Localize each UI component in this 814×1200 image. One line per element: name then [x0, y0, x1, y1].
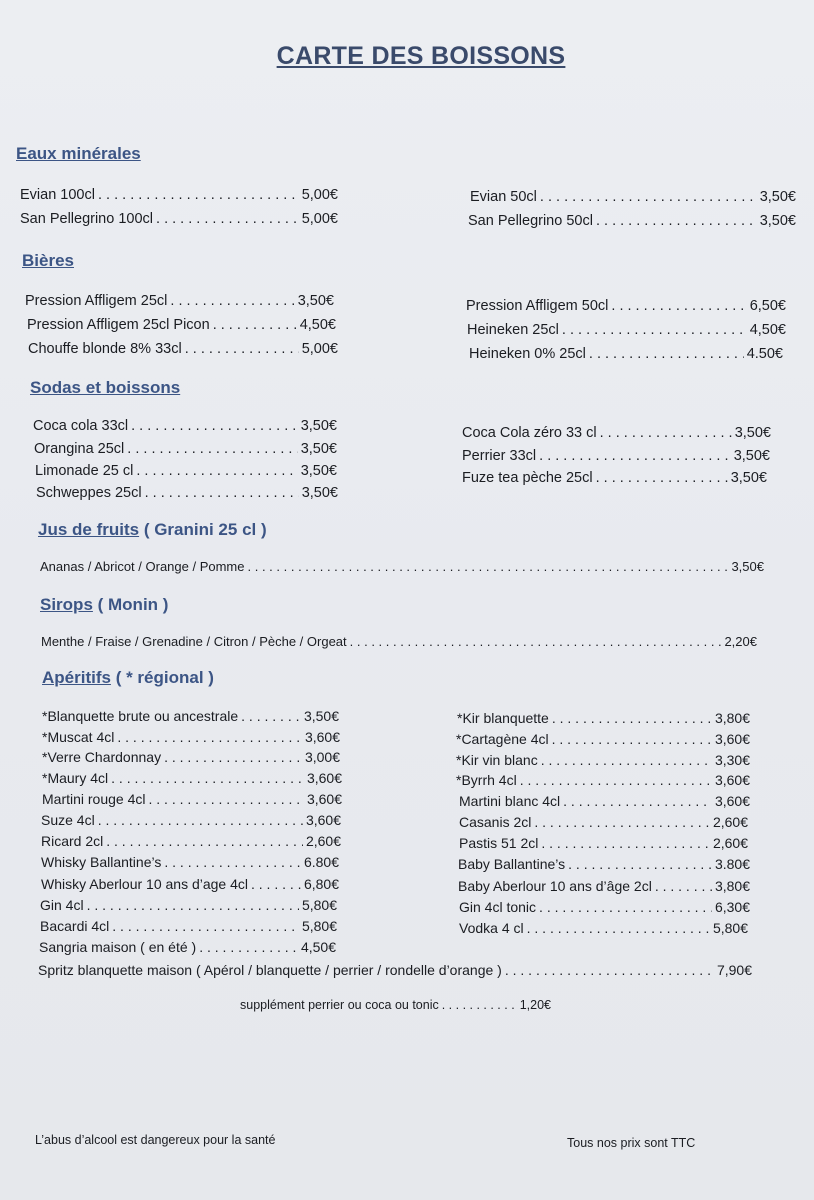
leader-dots — [539, 899, 712, 915]
section-jus-suffix: ( Granini 25 cl ) — [139, 520, 267, 539]
leader-dots — [568, 856, 712, 872]
item-name: Ananas / Abricot / Orange / Pomme — [40, 559, 245, 574]
leader-dots — [98, 812, 303, 828]
item-price: 4,50€ — [749, 322, 786, 338]
item-price: 5,00€ — [301, 211, 338, 227]
menu-item — [456, 752, 750, 768]
item-price: 3,60€ — [714, 772, 750, 788]
item-name: Limonade 25 cl — [35, 463, 134, 479]
item-name: Sangria maison ( en été ) — [39, 939, 197, 955]
item-price: 3,50€ — [759, 213, 796, 229]
leader-dots — [350, 634, 722, 649]
item-name: *Byrrh 4cl — [456, 772, 517, 788]
item-name: Suze 4cl — [41, 812, 95, 828]
item-name: Baby Ballantine’s — [458, 856, 566, 872]
item-name: Coca Cola zéro 33 cl — [462, 425, 597, 441]
item-name: Heineken 25cl — [467, 322, 559, 338]
menu-item — [470, 189, 796, 205]
page-title: CARTE DES BOISSONS — [276, 42, 566, 70]
item-name: Pastis 51 2cl — [459, 835, 539, 851]
leader-dots — [170, 293, 294, 309]
menu-item — [462, 448, 770, 464]
leader-dots — [213, 317, 297, 333]
item-price: 3,60€ — [305, 812, 341, 828]
leader-dots — [156, 211, 299, 227]
leader-dots — [241, 708, 301, 724]
item-name: *Maury 4cl — [42, 770, 109, 786]
menu-item-spritz — [38, 962, 752, 978]
ttc-note: Tous nos prix sont TTC — [567, 1136, 696, 1150]
menu-item — [456, 772, 750, 788]
item-name: *Kir vin blanc — [456, 752, 538, 768]
leader-dots — [611, 298, 746, 314]
item-name: San Pellegrino 100cl — [20, 211, 154, 227]
menu-item — [39, 939, 336, 955]
item-price: 2,20€ — [724, 634, 757, 649]
alcohol-warning: L’abus d’alcool est dangereux pour la santé — [35, 1133, 276, 1147]
item-price: 3,60€ — [714, 793, 750, 809]
section-sirops-title — [40, 595, 168, 615]
section-eaux-title — [16, 144, 141, 164]
item-price: 3,50€ — [730, 470, 767, 486]
menu-item — [36, 485, 338, 501]
item-price: 3,50€ — [301, 485, 338, 501]
menu-item — [459, 899, 750, 915]
item-name: Pression Affligem 25cl Picon — [27, 317, 210, 333]
item-name: Fuze tea pèche 25cl — [462, 470, 593, 486]
item-price: 3,80€ — [714, 710, 750, 726]
menu-item — [27, 317, 336, 333]
menu-item — [41, 812, 341, 828]
section-sodas-title — [30, 378, 180, 398]
menu-item — [459, 814, 748, 830]
menu-item — [468, 213, 796, 229]
item-price: 3,50€ — [300, 441, 337, 457]
leader-dots — [596, 213, 757, 229]
menu-item — [462, 470, 767, 486]
item-price: 6,30€ — [714, 899, 750, 915]
item-name: Martini rouge 4cl — [42, 791, 146, 807]
item-price: 6,50€ — [749, 298, 786, 314]
item-price: 2,60€ — [712, 835, 748, 851]
menu-item — [467, 322, 786, 338]
leader-dots — [539, 448, 731, 464]
item-price: 3,30€ — [714, 752, 750, 768]
item-price: 3,50€ — [759, 189, 796, 205]
item-name: Heineken 0% 25cl — [469, 346, 586, 362]
menu-item — [42, 708, 339, 724]
leader-dots — [655, 878, 712, 894]
item-price: 4,50€ — [300, 939, 336, 955]
leader-dots — [600, 425, 732, 441]
item-name: Evian 50cl — [470, 189, 537, 205]
item-price: 1,20€ — [519, 998, 551, 1012]
item-name: supplément perrier ou coca ou tonic — [240, 998, 439, 1012]
menu-item — [458, 856, 750, 872]
section-sirops-label: Sirops — [40, 595, 93, 614]
item-name: Menthe / Fraise / Grenadine / Citron / Pèche / Orgeat — [41, 634, 347, 649]
menu-item — [457, 710, 750, 726]
menu-item — [41, 876, 339, 892]
leader-dots — [563, 793, 712, 809]
item-price: 3,50€ — [297, 293, 334, 309]
section-sirops-suffix: ( Monin ) — [92, 595, 169, 614]
section-jus-title — [38, 520, 267, 540]
menu-item — [40, 559, 764, 574]
leader-dots — [552, 710, 712, 726]
menu-item — [20, 211, 338, 227]
item-name: Whisky Aberlour 10 ans d’age 4cl — [41, 876, 248, 892]
leader-dots — [248, 559, 729, 574]
leader-dots — [541, 752, 712, 768]
item-price: 3,50€ — [300, 418, 337, 434]
item-name: Ricard 2cl — [41, 833, 104, 849]
item-name: Gin 4cl — [40, 897, 84, 913]
menu-item — [34, 441, 337, 457]
item-name: Gin 4cl tonic — [459, 899, 537, 915]
menu-item — [458, 878, 750, 894]
menu-item — [25, 293, 334, 309]
item-name: Bacardi 4cl — [40, 918, 110, 934]
menu-item — [42, 791, 342, 807]
item-name: Schweppes 25cl — [36, 485, 142, 501]
item-name: *Verre Chardonnay — [42, 749, 162, 765]
menu-item — [466, 298, 786, 314]
leader-dots — [145, 485, 299, 501]
item-price: 3,50€ — [733, 448, 770, 464]
menu-item — [42, 729, 340, 745]
menu-item — [40, 918, 337, 934]
leader-dots — [98, 187, 299, 203]
menu-item — [41, 634, 757, 649]
section-bieres-label: Bières — [22, 251, 74, 270]
menu-item — [459, 920, 748, 936]
leader-dots — [127, 441, 297, 457]
leader-dots — [111, 770, 304, 786]
leader-dots — [149, 791, 304, 807]
leader-dots — [199, 939, 298, 955]
item-price: 3,80€ — [714, 878, 750, 894]
leader-dots — [251, 876, 301, 892]
item-price: 5,00€ — [301, 187, 338, 203]
item-price: 3,50€ — [303, 708, 339, 724]
leader-dots — [589, 346, 744, 362]
leader-dots — [534, 814, 710, 830]
leader-dots — [442, 998, 517, 1012]
item-name: Casanis 2cl — [459, 814, 532, 830]
section-bieres-title — [22, 251, 74, 271]
item-name: Evian 100cl — [20, 187, 95, 203]
item-price: 3,60€ — [306, 791, 342, 807]
section-aperitifs-title — [42, 668, 214, 688]
item-price: 3,50€ — [734, 425, 771, 441]
item-price: 5,80€ — [301, 918, 337, 934]
item-name: *Muscat 4cl — [42, 729, 115, 745]
item-name: Perrier 33cl — [462, 448, 537, 464]
item-name: Baby Aberlour 10 ans d’âge 2cl — [458, 878, 652, 894]
menu-item — [40, 897, 337, 913]
menu-item — [462, 425, 771, 441]
item-price: 5,80€ — [712, 920, 748, 936]
leader-dots — [552, 731, 712, 747]
item-price: 7,90€ — [716, 962, 752, 978]
item-price: 3,00€ — [304, 749, 340, 765]
menu-item — [33, 418, 337, 434]
item-price: 6,80€ — [303, 876, 339, 892]
menu-item — [459, 835, 748, 851]
menu-item — [456, 731, 750, 747]
menu-item — [28, 341, 338, 357]
item-name: Chouffe blonde 8% 33cl — [28, 341, 182, 357]
leader-dots — [106, 833, 303, 849]
item-name: Whisky Ballantine’s — [41, 854, 162, 870]
item-name: *Cartagène 4cl — [456, 731, 549, 747]
item-name: Pression Affligem 25cl — [25, 293, 168, 309]
section-aperitifs-label: Apéritifs — [42, 668, 111, 687]
menu-item — [41, 854, 339, 870]
item-name: Martini blanc 4cl — [459, 793, 561, 809]
leader-dots — [505, 962, 714, 978]
leader-dots — [562, 322, 747, 338]
leader-dots — [131, 418, 298, 434]
leader-dots — [527, 920, 710, 936]
section-jus-label: Jus de fruits — [38, 520, 140, 539]
item-name: San Pellegrino 50cl — [468, 213, 593, 229]
menu-item — [469, 346, 783, 362]
leader-dots — [117, 729, 302, 745]
leader-dots — [185, 341, 299, 357]
menu-item — [41, 833, 341, 849]
menu-item — [42, 749, 340, 765]
menu-item — [459, 793, 750, 809]
item-name: Coca cola 33cl — [33, 418, 129, 434]
leader-dots — [136, 463, 297, 479]
item-name: Vodka 4 cl — [459, 920, 524, 936]
item-price: 2,60€ — [305, 833, 341, 849]
leader-dots — [164, 854, 301, 870]
item-name: Spritz blanquette maison ( Apérol / blanquette / perrier / rondelle d’orange ) — [38, 962, 502, 978]
leader-dots — [541, 835, 710, 851]
item-price: 4.50€ — [746, 346, 783, 362]
item-price: 5,00€ — [301, 341, 338, 357]
leader-dots — [87, 897, 299, 913]
item-name: *Blanquette brute ou ancestrale — [42, 708, 239, 724]
item-price: 2,60€ — [712, 814, 748, 830]
item-price: 3,60€ — [306, 770, 342, 786]
leader-dots — [112, 918, 299, 934]
leader-dots — [164, 749, 302, 765]
section-sodas-label: Sodas et boissons — [30, 378, 181, 397]
menu-item — [20, 187, 338, 203]
item-price: 3,50€ — [731, 559, 764, 574]
menu-item — [35, 463, 337, 479]
supplement-line — [240, 998, 551, 1012]
item-name: Pression Affligem 50cl — [466, 298, 609, 314]
menu-item — [42, 770, 342, 786]
item-name: Orangina 25cl — [34, 441, 125, 457]
section-eaux-label: Eaux minérales — [16, 144, 141, 163]
leader-dots — [540, 189, 757, 205]
item-price: 5,80€ — [301, 897, 337, 913]
leader-dots — [596, 470, 728, 486]
item-price: 4,50€ — [299, 317, 336, 333]
section-aperitifs-suffix: ( * régional ) — [110, 668, 214, 687]
item-price: 3,60€ — [714, 731, 750, 747]
item-price: 3,60€ — [304, 729, 340, 745]
item-price: 3.80€ — [714, 856, 750, 872]
item-price: 6.80€ — [303, 854, 339, 870]
leader-dots — [520, 772, 712, 788]
item-price: 3,50€ — [300, 463, 337, 479]
item-name: *Kir blanquette — [457, 710, 549, 726]
